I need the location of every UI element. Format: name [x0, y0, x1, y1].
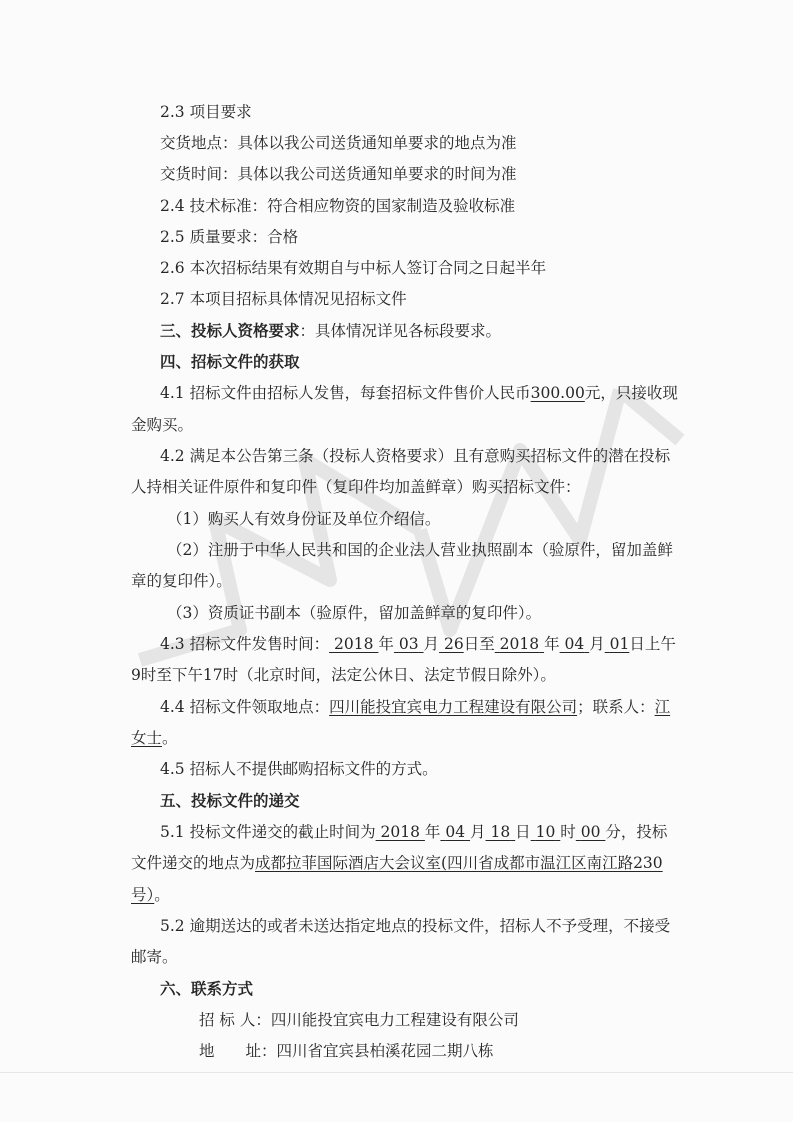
text-line: 2.5 质量要求：合格 — [160, 228, 299, 246]
text-span: ；联系人： — [577, 698, 655, 716]
deadline-day: 18 — [490, 823, 511, 841]
contact-name: 女士 — [131, 729, 163, 747]
text-line: 人持相关证件原件和复印件（复印件均加盖鲜章）购买招标文件： — [131, 478, 581, 496]
date-month: 04 — [564, 635, 585, 653]
text-span: 年 — [544, 635, 560, 653]
text-line: 邮寄。 — [131, 948, 178, 966]
text-line: 5.2 逾期送达的或者未送达指定地点的投标文件，招标人不予受理，不接受 — [160, 917, 671, 935]
text-span: 日 — [515, 823, 531, 841]
price-value: 300.00 — [530, 384, 585, 402]
date-day: 01 — [609, 635, 630, 653]
text-line — [160, 320, 501, 342]
section-heading: 五、投标文件的递交 — [160, 791, 300, 810]
deadline-month: 04 — [445, 823, 466, 841]
text-line — [160, 382, 678, 404]
text-span: 日至 — [463, 635, 495, 653]
text-line: 交货时间：具体以我公司送货通知单要求的时间为准 — [160, 165, 517, 183]
contact-name: 江 — [654, 698, 671, 716]
date-value — [605, 635, 630, 653]
text-span: ：具体情况详见各标段要求。 — [299, 322, 502, 340]
date-value — [495, 635, 544, 653]
text-span: 。 — [162, 729, 178, 747]
text-span: 5.1 投标文件递交的截止时间为 — [160, 823, 376, 841]
deadline-year: 2018 — [380, 823, 420, 841]
date-value — [329, 635, 378, 653]
date-value — [394, 635, 424, 653]
text-span: 日上午 — [629, 635, 676, 653]
text-line: 4.2 满足本公告第三条（投标人资格要求）且有意购买招标文件的潜在投标 — [160, 447, 671, 465]
text-line — [160, 696, 670, 718]
text-span: 月 — [423, 635, 440, 653]
section-heading: 六、联系方式 — [160, 979, 254, 998]
date-day: 26 — [443, 635, 464, 653]
address-line: 地 址：四川省宜宾县柏溪花园二期八栋 — [199, 1042, 494, 1060]
text-span: 4.3 招标文件发售时间： — [160, 635, 330, 653]
text-span: 4.4 招标文件领取地点： — [160, 698, 330, 716]
text-line — [131, 852, 663, 874]
deadline-value — [531, 823, 561, 841]
text-line: 4.5 招标人不提供邮购招标文件的方式。 — [160, 760, 438, 778]
text-line — [160, 633, 676, 655]
text-line — [131, 884, 170, 906]
submission-location: 号） — [131, 886, 155, 904]
tenderer-line: 招 标 人：四川能投宜宾电力工程建设有限公司 — [199, 1011, 519, 1029]
section-heading: 三、投标人资格要求 — [160, 321, 300, 340]
text-line: 2.3 项目要求 — [160, 103, 252, 121]
text-span: 分，投标 — [605, 823, 668, 841]
text-span: 时 — [560, 823, 576, 841]
text-line: 2.6 本次招标结果有效期自与中标人签订合同之日起半年 — [160, 259, 547, 277]
submission-location: 成都拉菲国际酒店大会议室(四川省成都市温江区南江路230 — [255, 854, 663, 872]
text-line — [160, 821, 667, 843]
date-value — [560, 635, 590, 653]
deadline-value — [486, 823, 516, 841]
pickup-location: 四川能投宜宾电力工程建设有限公司 — [329, 698, 578, 716]
text-span: 。 — [154, 886, 170, 904]
text-span: 年 — [424, 823, 441, 841]
text-line — [131, 727, 178, 749]
deadline-value — [440, 823, 470, 841]
text-line: 章的复印件）。 — [131, 572, 232, 590]
text-span: 月 — [589, 635, 605, 653]
deadline-hour: 10 — [535, 823, 556, 841]
text-line: 2.7 本项目招标具体情况见招标文件 — [160, 290, 407, 308]
text-line: （1）购买人有效身份证及单位介绍信。 — [167, 510, 441, 528]
text-span: 4.1 招标文件由招标人发售，每套招标文件售价人民币 — [160, 384, 531, 402]
text-line: 金购买。 — [131, 416, 194, 434]
text-line: （2）注册于中华人民共和国的企业法人营业执照副本（验原件，留加盖鲜 — [167, 541, 673, 559]
date-month: 03 — [398, 635, 419, 653]
deadline-minute: 00 — [580, 823, 601, 841]
text-line: （3）资质证书副本（验原件，留加盖鲜章的复印件）。 — [167, 604, 542, 622]
text-line: 9时至下午17时（北京时间，法定公休日、法定节假日除外）。 — [131, 666, 556, 684]
text-line: 2.4 技术标准：符合相应物资的国家制造及验收标准 — [160, 197, 516, 215]
section-heading: 四、招标文件的获取 — [160, 352, 300, 371]
text-line: 交货地点：具体以我公司送货通知单要求的地点为准 — [160, 134, 517, 152]
date-year: 2018 — [499, 635, 540, 653]
deadline-value — [576, 823, 606, 841]
text-span: 元，只接收现 — [584, 384, 678, 402]
date-year: 2018 — [334, 635, 374, 653]
page-edge-rule — [0, 1072, 793, 1073]
text-span: 年 — [378, 635, 394, 653]
deadline-value — [376, 823, 425, 841]
date-value — [439, 635, 464, 653]
text-span: 文件递交的地点为 — [131, 854, 256, 872]
text-span: 月 — [470, 823, 486, 841]
